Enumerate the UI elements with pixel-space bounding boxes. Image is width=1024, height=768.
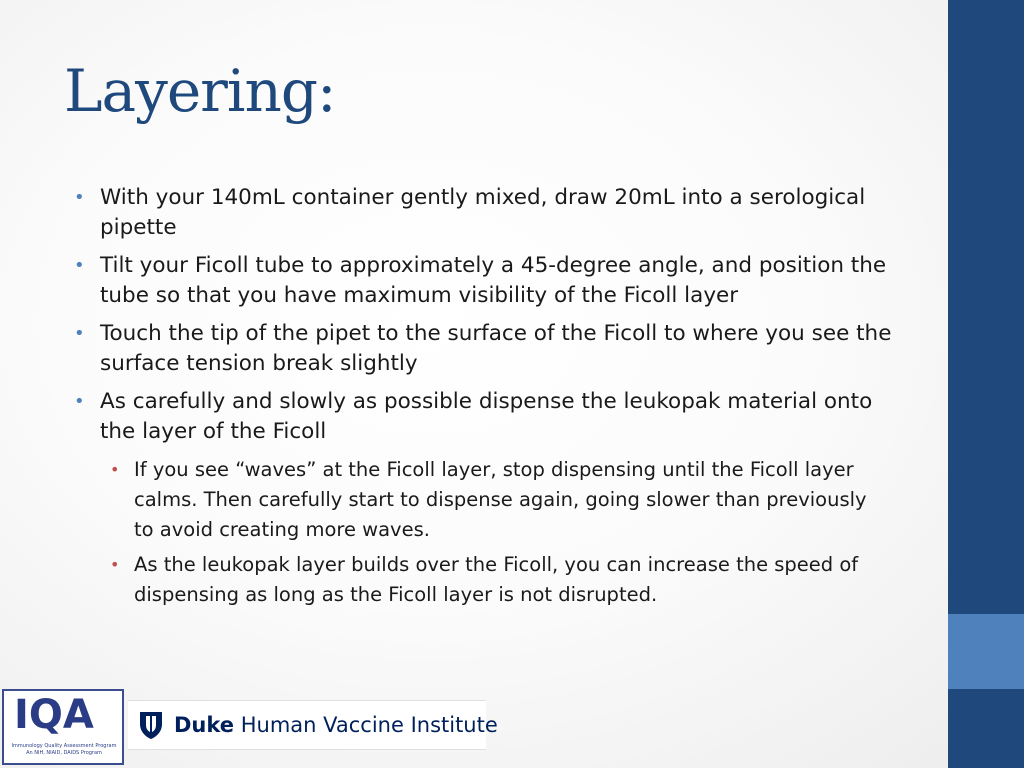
duke-shield-icon (138, 710, 164, 740)
bullet-item (72, 183, 892, 243)
slide-title: Layering: (64, 57, 336, 125)
bullet-text: Tilt your Ficoll tube to approximately a 45-degree angle, and position the tube so that you have maximum visibility of the Ficoll layer (100, 253, 887, 308)
sub-bullet-text: As the leukopak layer builds over the Ficoll, you can increase the speed of dispensing as long as the Ficoll layer is not disrupted. (134, 553, 859, 606)
iqa-subtitle-line2: An NIH, NIAID, DAIDS Program (26, 750, 102, 756)
duke-logo (128, 700, 498, 750)
sub-bullet-text: If you see “waves” at the Ficoll layer, stop dispensing until the Ficoll layer calms. Then carefully start to dispense again, going slower than previously to avoid creating more waves. (134, 458, 867, 541)
sub-bullet-dot-icon: • (110, 460, 120, 479)
duke-institute: Human Vaccine Institute (240, 713, 498, 737)
iqa-logo (2, 689, 124, 765)
iqa-logo-text: IQA (14, 692, 94, 738)
bullet-dot-icon: • (74, 391, 85, 412)
right-accent-band-highlight (948, 614, 1024, 689)
duke-logo-text (174, 712, 498, 738)
sub-bullet-item (72, 550, 892, 610)
bullet-text: As carefully and slowly as possible dispense the leukopak material onto the layer of the Ficoll (100, 389, 873, 444)
iqa-subtitle-line1: Immunology Quality Assessment Program (11, 743, 117, 749)
bullet-text: Touch the tip of the pipet to the surface of the Ficoll to where you see the surface tension break slightly (100, 321, 892, 376)
iqa-logo-subtitle (8, 743, 120, 757)
sub-bullet-item (72, 455, 892, 545)
bullet-list (72, 183, 892, 615)
bullet-dot-icon: • (74, 187, 85, 208)
bullet-item (72, 251, 892, 311)
duke-brand: Duke (174, 713, 235, 737)
bullet-item (72, 319, 892, 379)
bullet-dot-icon: • (74, 323, 85, 344)
sub-bullet-dot-icon: • (110, 555, 120, 574)
bullet-text: With your 140mL container gently mixed, draw 20mL into a serological pipette (100, 185, 866, 240)
bullet-dot-icon: • (74, 255, 85, 276)
bullet-item (72, 387, 892, 447)
